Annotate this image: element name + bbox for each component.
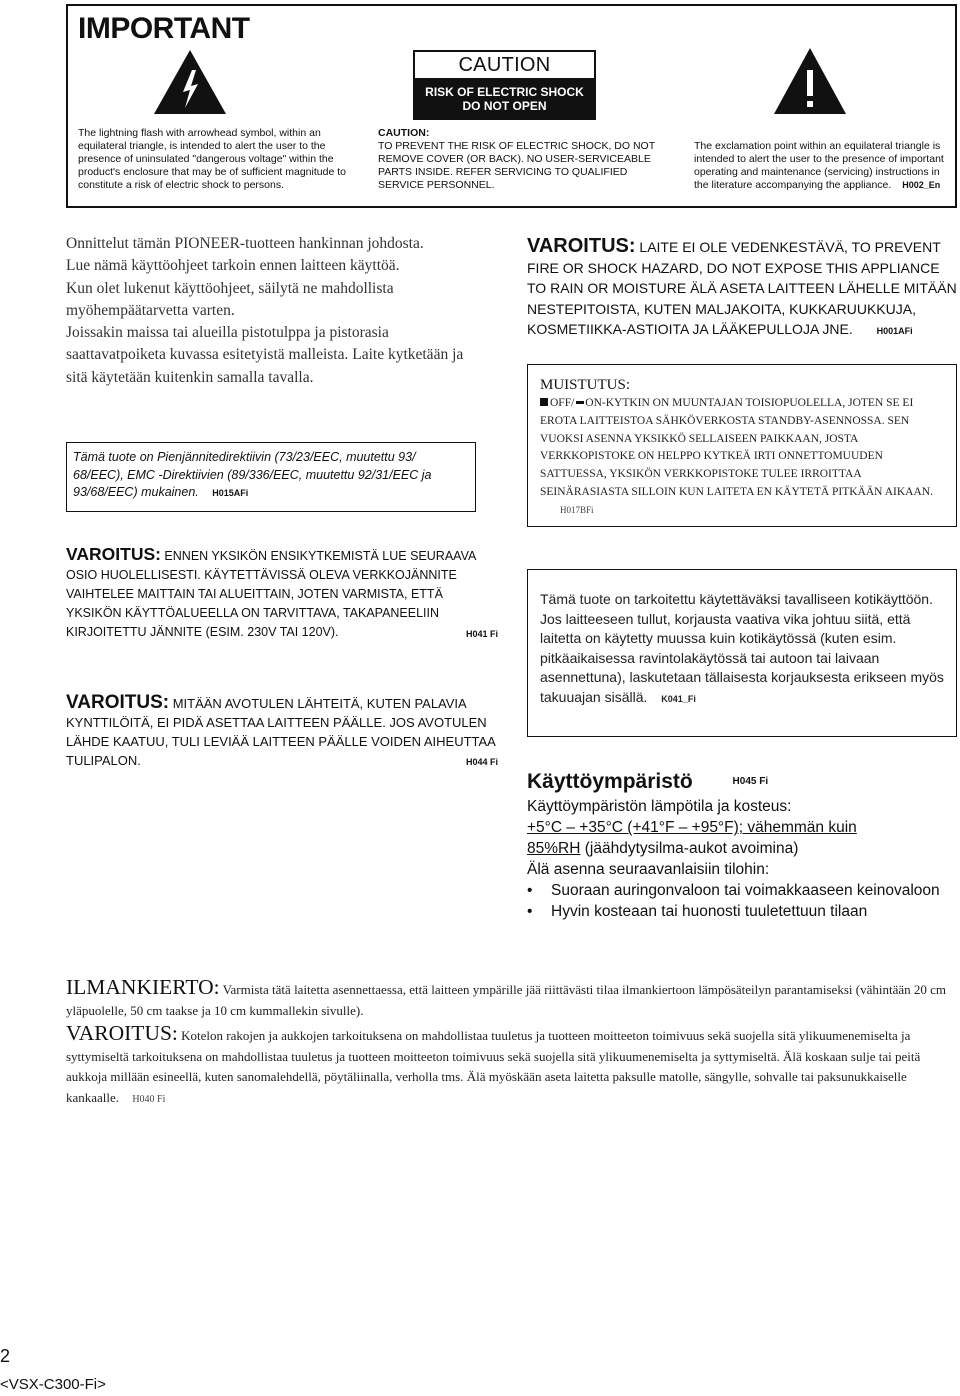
environment-title: Käyttöympäristö [527, 770, 693, 793]
intro-p3: Kun olet lukenut käyttöohjeet, säilytä ne mahdollista myöhempäätarvetta varten. [66, 279, 394, 319]
caution-label-line1: RISK OF ELECTRIC SHOCK [425, 85, 584, 99]
ventilation-lead: ILMANKIERTO: [66, 975, 220, 999]
ventilation-section [66, 975, 957, 1110]
caution-label [413, 50, 596, 120]
moisture-warning-text: LAITE EI OLE VEDENKESTÄVÄ, TO PREVENT FIRE OR SHOCK HAZARD, DO NOT EXPOSE THIS APPLIANCE TO RAIN OR MOISTURE ÄLÄ ASETA LAITTEEN LÄHELLE MITÄÄN NESTEPITOISTA, KUTEN MALJAKOITA, KUKKARUUKKUJA, KOSMETIIKKA-ASTIOITA JA LÄÄKEPULLOJA JNE. [527, 239, 957, 337]
environment-code: H045 Fi [732, 776, 769, 788]
standby-reminder-box [527, 364, 957, 527]
ventilation-paragraph [66, 975, 957, 1021]
caution-description [378, 127, 658, 192]
lightning-description: The lightning flash with arrowhead symbol, within an equilateral triangle, is intended to alert the user to the presence of uninsulated "dangerous voltage" within the product's enclosure that may be of sufficient magnitude to constitute a risk of electric shock to persons. [78, 127, 346, 191]
intro-p4: Joissakin maissa tai alueilla pistotulppa ja pistorasia saattavatpoiketa kuvassa esitetyistä malleista. Laite kytketään ja sitä käytetään kuitenkin samalla tavalla. [66, 324, 464, 386]
environment-list [527, 880, 957, 922]
voltage-warning [66, 545, 498, 644]
openings-text: Kotelon rakojen ja aukkojen tarkoituksena on mahdollistaa tuuletus ja tuotteen moitteeton toimivuus sekä suojella sitä ylikuumenemiselta ja syttymiseltä tarkoituksena on mahdollistaa tuuletus ja tuotteen moitteeton toimivuus sekä suojella sitä ylikuumenemiselta ja syttymiseltä. Älä koskaan sulje tai peitä aukkoja millään esineellä, kuten sanomalehdellä, pöytäliinalla, verholla tms. Älä myöskään aseta laitetta paksulle matolle, sängylle, sohvalle tai paksunukkaiselle kankaalle. [66, 1028, 921, 1105]
reminder-off: OFF/ [550, 397, 575, 409]
flame-warning-text: MITÄÄN AVOTULEN LÄHTEITÄ, KUTEN PALAVIA KYNTTILÖITÄ, EI PIDÄ ASETTAA LAITTEEN PÄÄLLE. JOS AVOTULEN LÄHDE KAATUU, TULI LEVIÄÄ LAITTEEN PÄÄLLE VOIDEN AIHEUTTAA TULIPALON. [66, 696, 496, 768]
list-item [527, 880, 957, 901]
home-use-notice-box [527, 569, 957, 737]
intro-p2: Lue nämä käyttöohjeet tarkoin ennen laitteen käyttöä. [66, 257, 400, 275]
reminder-code: H017BFi [560, 504, 594, 515]
standby-symbol-icon [576, 401, 584, 404]
voltage-warning-code: H041 Fi [465, 629, 498, 639]
environment-line1: Käyttöympäristön lämpötila ja kosteus: [527, 798, 792, 816]
important-notice-box [66, 4, 957, 208]
bullet-icon: • [527, 882, 533, 900]
openings-paragraph [66, 1021, 957, 1110]
flame-warning-code: H044 Fi [465, 757, 498, 767]
list-item [527, 901, 957, 922]
environment-heading [527, 768, 957, 796]
list-item-text: Hyvin kosteaan tai huonosti tuuletettuun tilaan [551, 903, 868, 921]
home-use-text: Tämä tuote on tarkoitettu käytettäväksi tavalliseen kotikäyttöön. Jos laitteeseen tullut, korjausta vaativa vika johtuu siitä, että laitetta on käytetty muussa kuin kotikäytössä (kuten esim. pitkäaikaisessa ravintolakäytössä tai autoon tai laivaan asennettuna), laskutetaan tällaisesta korjauksesta erikseen myös takuuajan sisällä. [540, 591, 944, 705]
reminder-text: ON-KYTKIN ON MUUNTAJAN TOISIOPUOLELLA, JOTEN SE EI EROTA LAITTEISTOA SÄHKÖVERKOSTA STANDBY-ASENNOSSA. SEN VUOKSI ASENNA YKSIKKÖ SELLAISEEN PAIKKAAN, JOSTA VERKKOPISTOKE ON HELPPO KYTKEÄ IRTI ONNETTOMUUDEN SATTUESSA, YKSIKÖN VERKKOPISTOKE TULEE IRROITTAA SEINÄRASIASTA SILLOIN KUN LAITETA EN KÄYTETÄ PITKÄÄN AIKAAN. [540, 397, 933, 498]
reminder-title: MUISTUTUS: [540, 377, 631, 393]
directive-notice-box [66, 442, 476, 512]
directive-text: Tämä tuote on Pienjännitedirektiivin (73/23/EEC, muutettu 93/ 68/EEC), EMC -Direktiivien (89/336/EEC, muutettu 92/31/EEC ja 93/68/EEC) mukainen. [73, 450, 432, 499]
operating-environment [527, 768, 957, 922]
intro-text [66, 233, 478, 389]
exclamation-text: The exclamation point within an equilateral triangle is intended to alert the user to the presence of important operating and maintenance (servicing) instructions in the literature accompanying the appliance. [694, 140, 944, 191]
model-code: <VSX-C300-Fi> [0, 1376, 106, 1393]
home-use-code: K041_Fi [661, 693, 696, 704]
flame-warning-lead: VAROITUS: [66, 692, 170, 713]
caution-heading: CAUTION: [378, 127, 430, 139]
flame-warning [66, 693, 498, 772]
caution-text: TO PREVENT THE RISK OF ELECTRIC SHOCK, DO NOT REMOVE COVER (OR BACK). NO USER-SERVICEABLE PARTS INSIDE. REFER SERVICING TO QUALIFIED SERVICE PERSONNEL. [378, 140, 655, 191]
caution-label-top: CAUTION [458, 54, 551, 76]
list-item-text: Suoraan auringonvaloon tai voimakkaaseen keinovaloon [551, 882, 940, 900]
intro-p1: Onnittelut tämän PIONEER-tuotteen hankinnan johdosta. [66, 235, 424, 252]
caution-label-bottom [415, 78, 594, 118]
voltage-warning-text: ENNEN YKSIKÖN ENSIKYTKEMISTÄ LUE SEURAAVA OSIO HUOLELLISESTI. KÄYTETTÄVISSÄ OLEVA VERKKOJÄNNITE VAIHTELEE MAITTAIN TAI ALUEITTAIN, JOTEN VARMISTA, ETTÄ YKSIKÖN KÄYTTÖALUEELLA ON TARVITTAVA, TAKAPANEELIIN KIRJOITETTU JÄNNITE (ESIM. 230V TAI 120V). [66, 549, 476, 639]
moisture-warning-code: H001AFi [876, 326, 913, 336]
environment-line4: Älä asenna seuraavanlaisiin tilohin: [527, 861, 770, 879]
lightning-warning-icon [152, 48, 228, 116]
openings-code: H040 Fi [132, 1093, 166, 1105]
power-on-symbol-icon [540, 398, 548, 406]
openings-lead: VAROITUS: [66, 1021, 178, 1045]
environment-line2: +5°C – +35°C (+41°F – +95°F); vähemmän kuin [527, 819, 857, 837]
environment-line3-rest: (jäähdytysilma-aukot avoimina) [580, 840, 799, 858]
environment-line3 [527, 838, 957, 859]
environment-humidity: 85%RH [527, 840, 581, 858]
page-number: 2 [0, 1346, 11, 1366]
moisture-warning [527, 236, 957, 342]
exclamation-description [694, 140, 952, 192]
bullet-icon: • [527, 903, 533, 921]
caution-label-line2: DO NOT OPEN [462, 99, 547, 113]
exclamation-warning-icon [772, 46, 848, 116]
voltage-warning-lead: VAROITUS: [66, 544, 161, 564]
ventilation-text: Varmista tätä laitetta asennettaessa, että laitteen ympärille jää riittävästi tilaa ilmankiertoon lämpösäteilyn parantamiseksi (vähintään 20 cm yläpuolelle, 50 cm taakse ja 10 cm kummallekin sivulle). [66, 982, 946, 1018]
reminder-body [540, 395, 944, 520]
important-title: IMPORTANT [78, 12, 250, 45]
directive-code: H015AFi [212, 488, 249, 498]
exclamation-code: H002_En [902, 180, 941, 190]
moisture-warning-lead: VAROITUS: [527, 235, 636, 257]
